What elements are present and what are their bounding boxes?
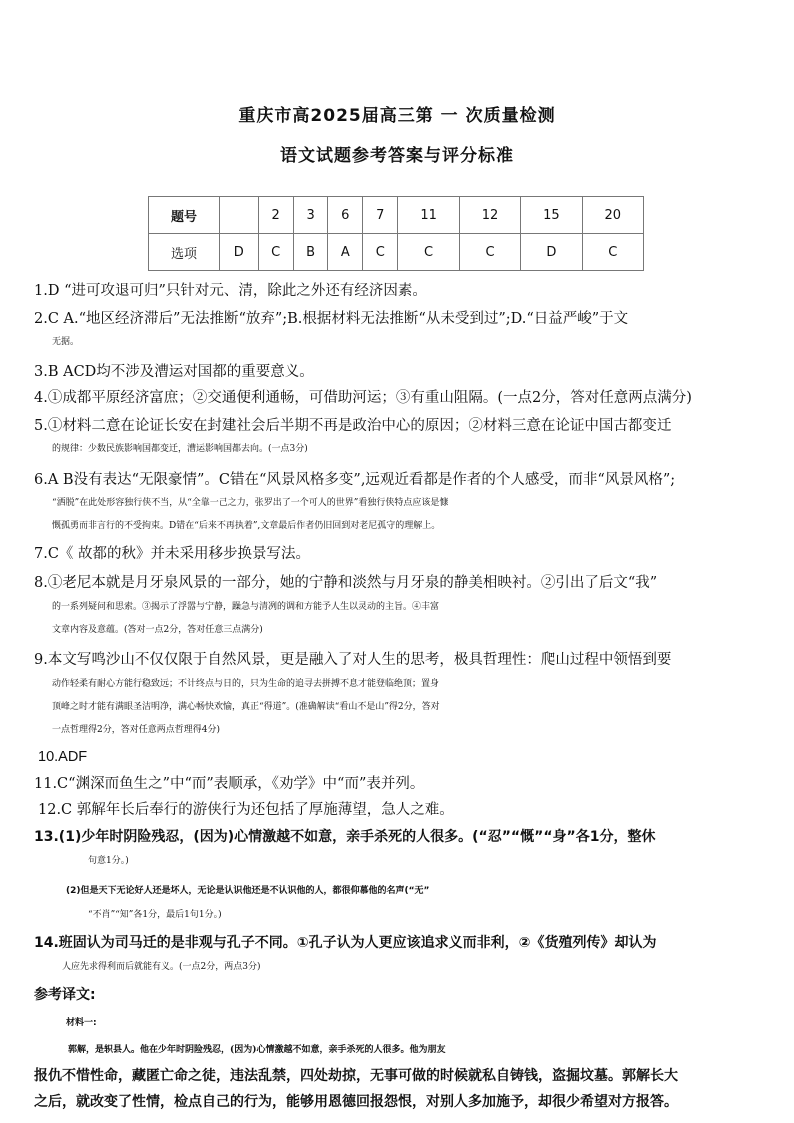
- answer-option: C: [582, 234, 643, 271]
- answer-line: 12.C 郭解年长后奉行的游侠行为还包括了厚施薄望，急人之难。: [38, 802, 454, 818]
- answer-line: 10.ADF: [38, 749, 88, 765]
- question-number: 6: [328, 197, 363, 234]
- answer-option: B: [293, 234, 328, 271]
- section-heading: 材料一:: [66, 1018, 97, 1028]
- answer-option: C: [459, 234, 520, 271]
- question-number: 20: [582, 197, 643, 234]
- question-number: 7: [363, 197, 398, 234]
- answer-line: 文章内容及意蕴。(答对一点2分，答对任意三点满分): [52, 625, 263, 635]
- answer-line: 5.①材料二意在论证长安在封建社会后半期不再是政治中心的原因；②材料三意在论证中国古都变迁: [34, 418, 672, 434]
- answer-option: C: [258, 234, 293, 271]
- answer-line: 3.B ACD均不涉及漕运对国都的重要意义。: [34, 364, 314, 380]
- answer-line: 4.①成都平原经济富庶；②交通便利通畅，可借助河运；③有重山阻隔。(一点2分，答对任意两点满分): [34, 390, 692, 406]
- translation-line: 报仇不惜性命，藏匿亡命之徒，违法乱禁，四处劫掠，无事可做的时候就私自铸钱，盗掘坟墓。郭解长大: [34, 1068, 678, 1084]
- answer-line: 14.班固认为司马迁的是非观与孔子不同。①孔子认为人更应该追求义而非利，②《货殖列传》却认为: [34, 935, 657, 951]
- document-subtitle: 语文试题参考答案与评分标准: [280, 146, 514, 166]
- answer-line: 动作轻柔有耐心方能行稳致远；不计终点与日的，只为生命的追寻去拼搏不息才能登临绝顶；置身: [52, 679, 440, 689]
- answer-line: 2.C A.“地区经济滞后”无法推断“放弃”;B.根据材料无法推断“从未受到过”;D.“日益严峻”于文: [34, 311, 629, 327]
- table-answer-row: [149, 234, 644, 271]
- translation-line: 郭解，是轵县人。他在少年时阴险残忍，(因为)心情激越不如意，亲手杀死的人很多。他为朋友: [68, 1045, 446, 1055]
- table-row-label: 题号: [149, 197, 220, 234]
- document-title: 重庆市高2025届高三第 一 次质量检测: [238, 106, 556, 126]
- question-number: 12: [459, 197, 520, 234]
- table-header-row: [149, 197, 644, 234]
- answer-line: 顶峰之时才能有满眼圣洁明净，满心畅快欢愉，真正“得道”。(准确解读“看山不是山”得2分，答对: [52, 702, 440, 712]
- section-heading: 参考译文:: [34, 987, 96, 1003]
- answer-line: 的规律：少数民族影响国都变迁，漕运影响国都去向。(一点3分): [52, 444, 308, 454]
- answer-line: 6.A B没有表达“无限豪情”。C错在“风景风格多变”,远观近看都是作者的个人感受，而非“风景风格”;: [34, 472, 676, 488]
- answer-option: C: [363, 234, 398, 271]
- answer-option: D: [220, 234, 259, 271]
- translation-line: 之后，就改变了性情，检点自己的行为，能够用恩德回报怨恨，对别人多加施予，却很少希望对方报答。: [34, 1094, 678, 1110]
- answer-line: 慨孤勇而非言行的不受拘束。D错在“后来不再执着”,文章最后作者仍旧回到对老尼孤守的理解上。: [52, 521, 441, 531]
- answer-line: 人应先求得利而后就能有义。(一点2分，两点3分): [62, 962, 261, 972]
- answer-line: 一点哲理得2分，答对任意两点哲理得4分): [52, 725, 220, 735]
- table-row-label: 选项: [149, 234, 220, 271]
- answer-option: A: [328, 234, 363, 271]
- answer-option: D: [521, 234, 582, 271]
- answer-line: 8.①老尼本就是月牙泉风景的一部分，她的宁静和淡然与月牙泉的静美相映衬。②引出了后文“我”: [34, 575, 658, 591]
- answer-line: 9.本文写鸣沙山不仅仅限于自然风景，更是融入了对人生的思考，极具哲理性：爬山过程中领悟到要: [34, 652, 672, 668]
- answer-line: 无据。: [52, 337, 80, 347]
- answer-line: 的一系列疑问和思索。③揭示了浮嚣与宁静，躁急与清冽的调和方能予人生以灵动的主旨。④丰富: [52, 602, 440, 612]
- answer-line: “不肖”“知”各1分，最后1句1分。): [88, 910, 222, 920]
- answer-line: 11.C“渊深而鱼生之”中“而”表顺承，《劝学》中“而”表并列。: [34, 776, 425, 792]
- answer-line: “洒脱”在此处形容独行侠不当，从“全靠一己之力，张罗出了一个可人的世界”看独行侠特点应该是慷: [52, 498, 449, 508]
- answer-option: C: [398, 234, 459, 271]
- answer-line: 7.C《 故都的秋》并未采用移步换景写法。: [34, 546, 311, 562]
- answer-line: 13.(1)少年时阴险残忍，(因为)心情激越不如意，亲手杀死的人很多。(“忍”“慨”“身”各1分，整休: [34, 829, 656, 845]
- answer-line: 句意1分。): [88, 856, 129, 866]
- answer-table: [148, 196, 644, 271]
- question-number: 11: [398, 197, 459, 234]
- question-number: 2: [258, 197, 293, 234]
- answer-line: 1.D “进可攻退可归”只针对元、清，除此之外还有经济因素。: [34, 283, 427, 299]
- question-number: 15: [521, 197, 582, 234]
- question-number: [220, 197, 259, 234]
- question-number: 3: [293, 197, 328, 234]
- answer-line: (2)但是天下无论好人还是坏人，无论是认识他还是不认识他的人，都很仰慕他的名声(“无”: [66, 886, 430, 896]
